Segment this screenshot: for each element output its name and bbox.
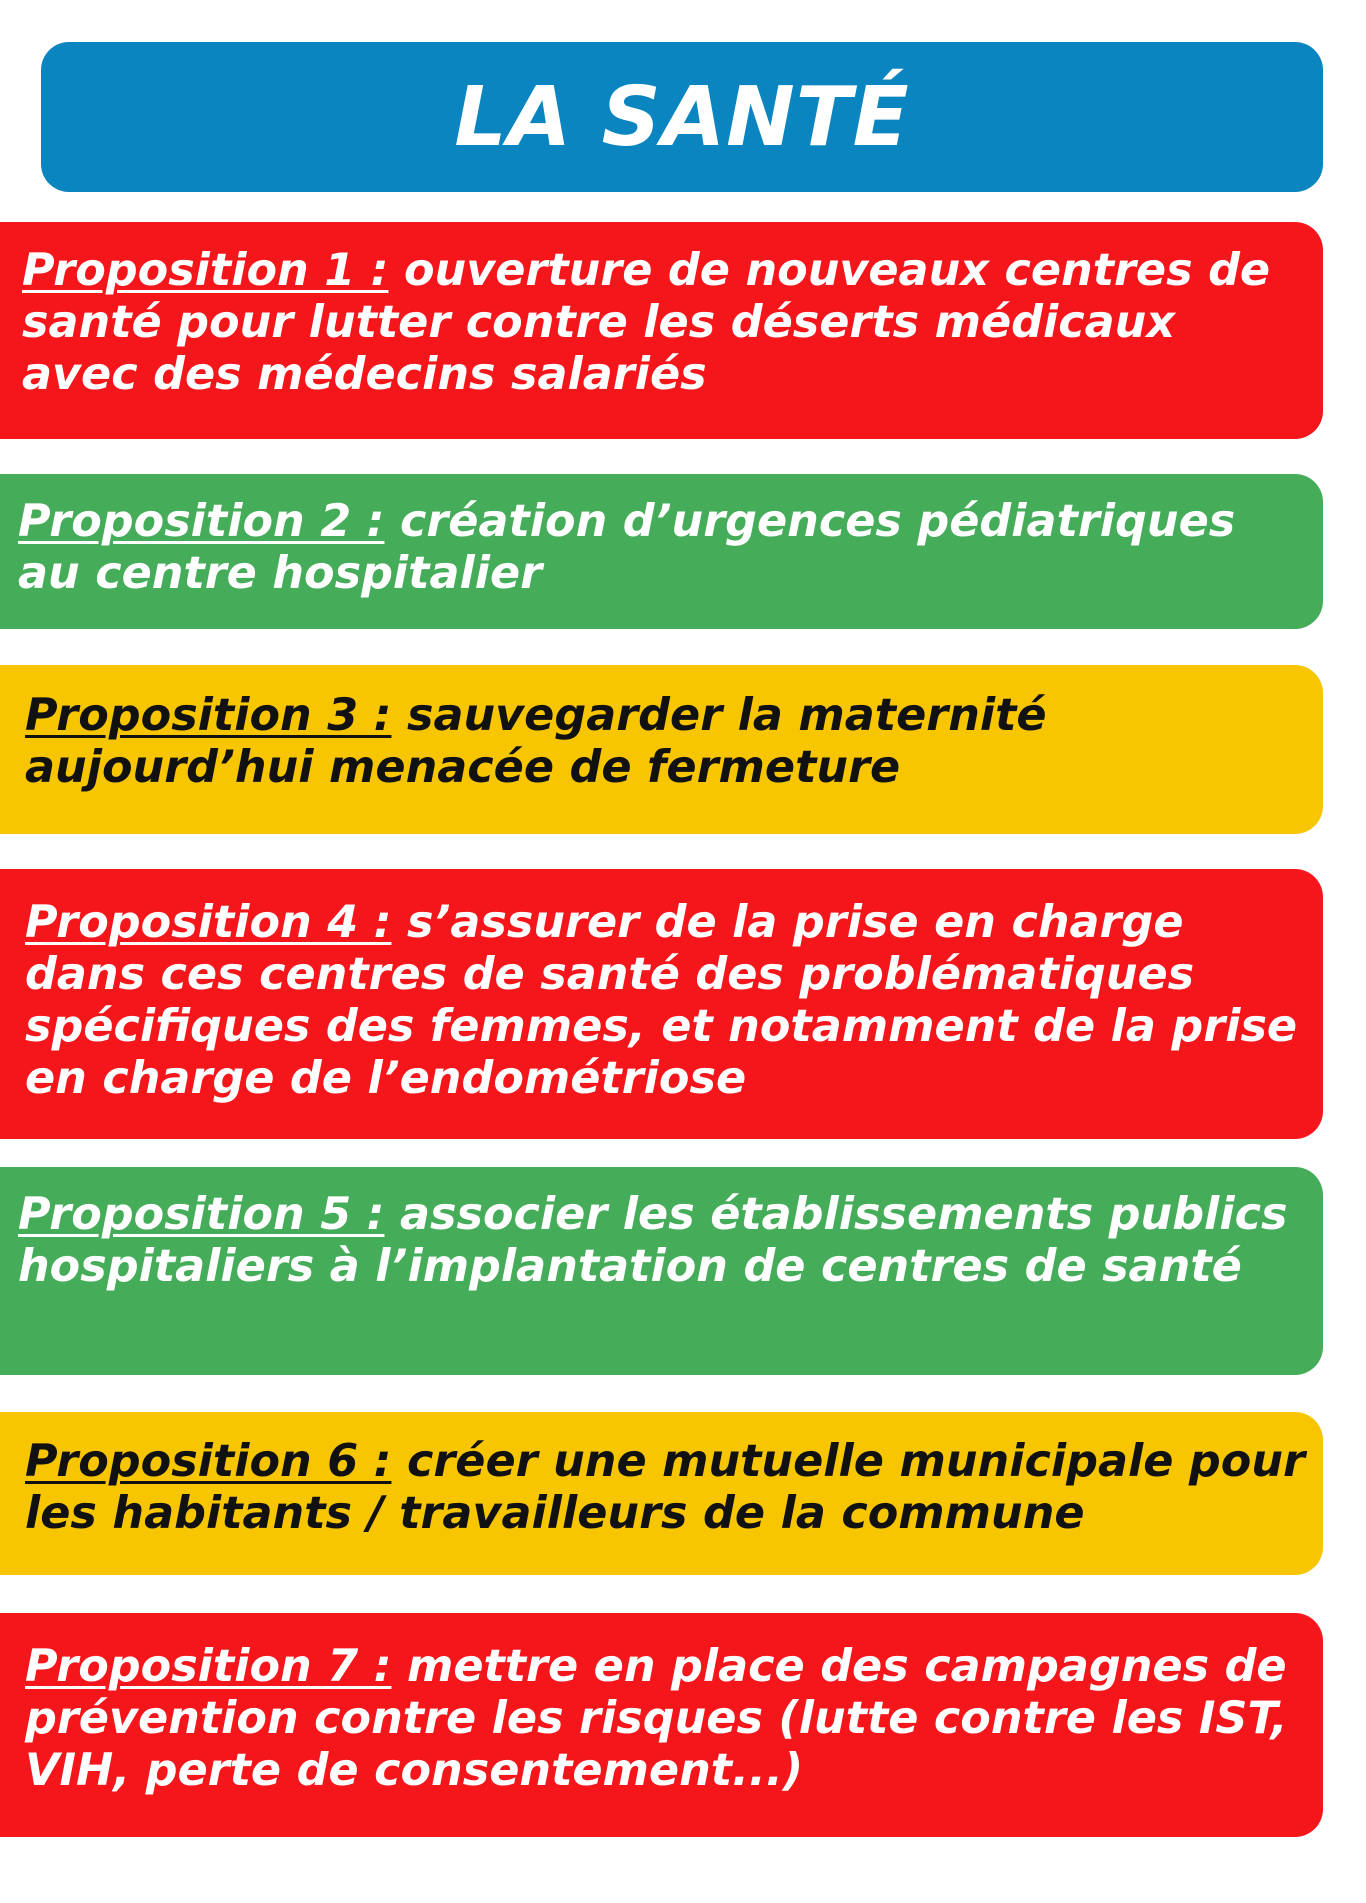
proposition-6-card — [0, 1412, 1323, 1575]
proposition-7-text: mettre en place des campagnes de prévention contre les risques (lutte contre les IST, VIH, perte de consentement...) — [25, 1641, 1288, 1796]
proposition-3-label: Proposition 3 : — [25, 690, 392, 741]
proposition-1-text: ouverture de nouveaux centres de santé pour lutter contre les déserts médicaux avec des médecins salariés — [22, 245, 1271, 400]
proposition-5-card — [0, 1167, 1323, 1375]
proposition-5-label: Proposition 5 : — [18, 1189, 385, 1240]
proposition-7-card — [0, 1613, 1323, 1837]
proposition-2-text: création d’urgences pédiatriques au centre hospitalier — [18, 496, 1236, 599]
proposition-1-card — [0, 222, 1323, 439]
proposition-5-text: associer les établissements publics hospitaliers à l’implantation de centres de santé — [18, 1189, 1288, 1292]
proposition-1-label: Proposition 1 : — [22, 245, 389, 296]
title-banner — [41, 42, 1323, 192]
proposition-4-text: s’assurer de la prise en charge dans ces centres de santé des problématiques spécifiques des femmes, et notamment de la prise en charge de l’endométriose — [25, 897, 1298, 1104]
proposition-4-label: Proposition 4 : — [25, 897, 392, 948]
proposition-2-label: Proposition 2 : — [18, 496, 385, 547]
proposition-3-card — [0, 665, 1323, 834]
proposition-7-label: Proposition 7 : — [25, 1641, 392, 1692]
proposition-4-card — [0, 869, 1323, 1139]
proposition-3-text: sauvegarder la maternité aujourd’hui menacée de fermeture — [25, 690, 1047, 793]
proposition-6-label: Proposition 6 : — [25, 1436, 392, 1487]
proposition-6-text: créer une mutuelle municipale pour les habitants / travailleurs de la commune — [25, 1436, 1305, 1539]
proposition-2-card — [0, 474, 1323, 629]
page-title: LA SANTÉ — [454, 69, 910, 165]
